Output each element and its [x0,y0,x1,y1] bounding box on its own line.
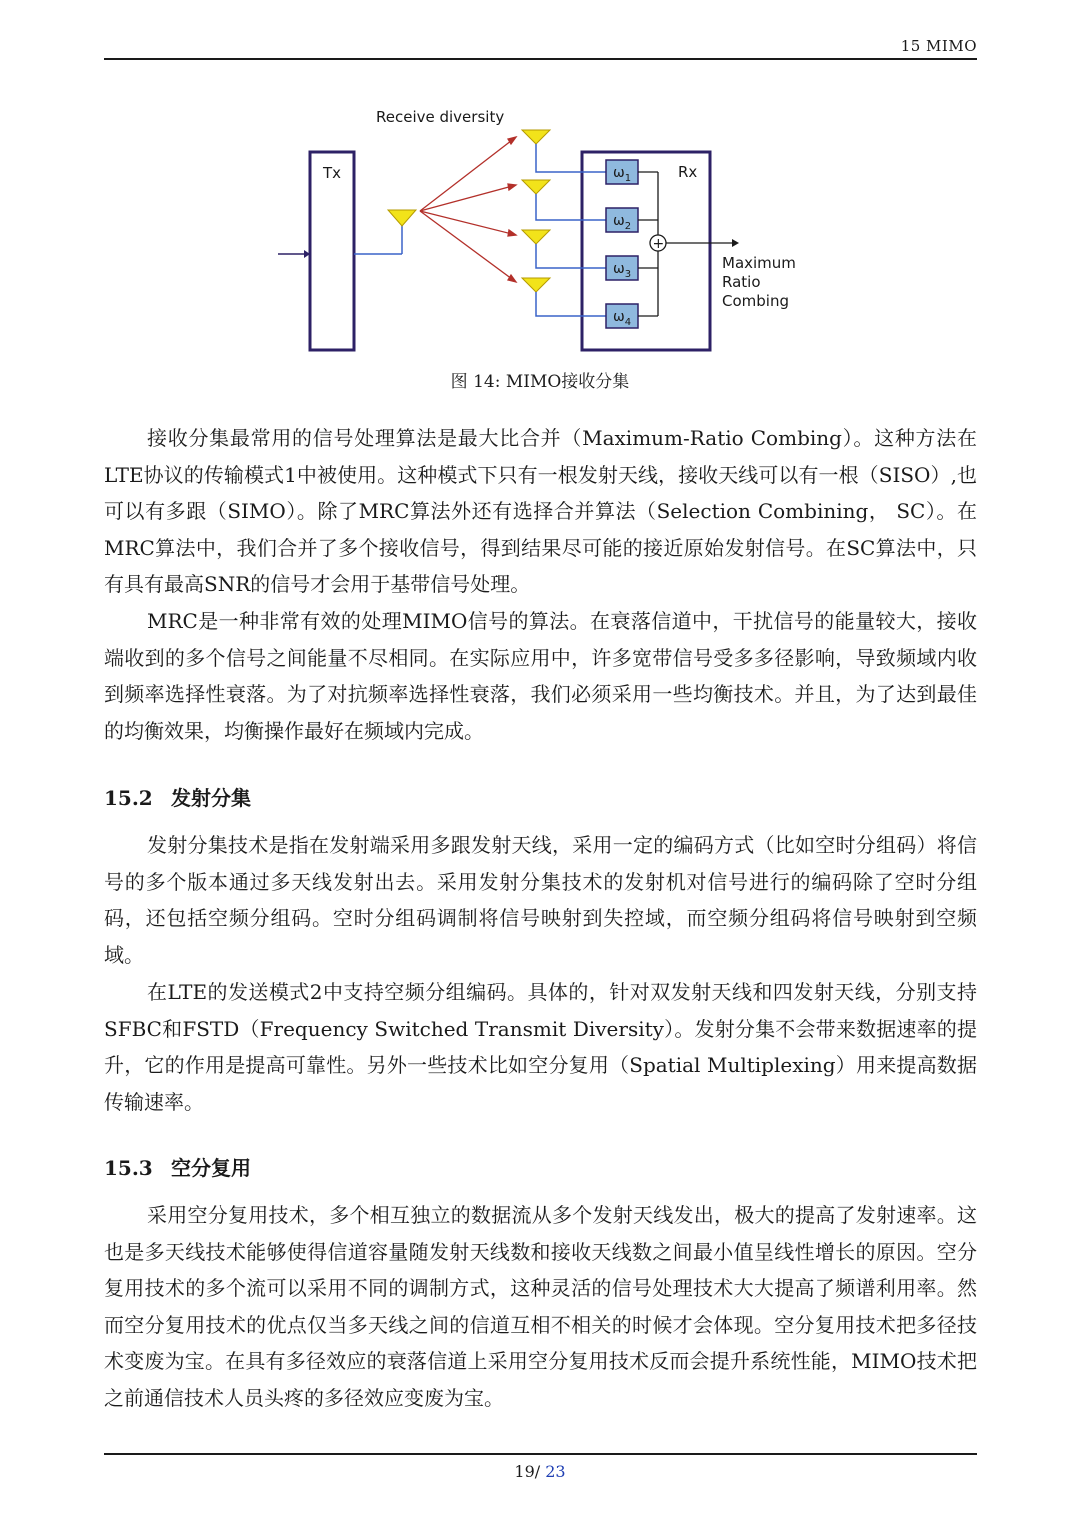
path-1 [420,137,516,211]
section-heading-15-3 [104,1152,251,1181]
paragraph-4: 在LTE的发送模式2中支持空频分组编码。具体的，针对双发射天线和四发射天线，分别支持SFBC和FSTD（Frequency Switched Transmit Diversity）。发射分集不会带来数据速率的提升，它的作用是提高可靠性。另外一些技术比如空分复用（Spatial Multiplexing）用来提高数据传输速率。 [104,980,977,1114]
path-2 [420,185,516,211]
figure-caption: 图 14: MIMO接收分集 [450,372,630,392]
path-3-arrowhead [508,230,516,236]
paragraph-3: 发射分集技术是指在发射端采用多跟发射天线，采用一定的编码方式（比如空时分组码）将信号的多个版本通过多天线发射出去。采用发射分集技术的发射机对信号进行的编码除了空时分组码，还包括空频分组码。空时分组码调制将信号映射到失控域，而空频分组码将信号映射到空频域。 [104,833,977,967]
section-heading-15-2 [104,782,251,811]
rx-antenna-icon [522,278,550,292]
rx-box [582,152,710,350]
path-4 [420,211,516,282]
mrc-diagram [270,100,810,362]
page-footer [0,1462,1080,1481]
weight-label: $\omega_3$ [613,261,632,280]
footer-rule [104,1453,977,1455]
weight-label: $\omega_2$ [613,213,632,232]
sum-symbol: + [652,236,665,252]
total-pages-link[interactable]: 23 [545,1462,566,1481]
rx-label: Rx [678,163,698,181]
weight-label: $\omega_1$ [613,165,632,184]
weight-label: $\omega_4$ [613,309,632,328]
receive-diversity-figure [270,100,810,362]
propagation-paths [420,137,516,282]
paragraph-2: MRC是一种非常有效的处理MIMO信号的算法。在衰落信道中，干扰信号的能量较大，接收端收到的多个信号之间能量不尽相同。在实际应用中，许多宽带信号受多多径影响，导致频域内收到频率选择性衰落。为了对抗频率选择性衰落，我们必须采用一些均衡技术。并且，为了达到最佳的均衡效果，均衡操作最好在频域内完成。 [104,609,977,743]
output-arrowhead [732,239,739,247]
page-separator: / [534,1462,546,1481]
rx-antenna-icon [522,180,550,194]
tx-label: Tx [323,164,342,182]
section-number: 15.2 [104,786,153,810]
header-text: 15 MIMO [900,37,977,55]
section-title: 发射分集 [171,786,251,810]
output-label-line-1: Maximum [722,254,796,272]
section-title: 空分复用 [171,1156,251,1180]
figure-title: Receive diversity [376,108,505,126]
page-number: 19 [514,1462,535,1481]
output-label-line-2: Ratio [722,273,761,291]
path-2-arrowhead [508,184,516,190]
paragraph-1: 接收分集最常用的信号处理算法是最大比合并（Maximum-Ratio Combing）。这种方法在LTE协议的传输模式1中被使用。这种模式下只有一根发射天线，接收天线可以有一根（SISO）,也可以有多跟（SIMO）。除了MRC算法外还有选择合并算法（Selection Combining， SC）。在MRC算法中，我们合并了多个接收信号，得到结果尽可能的接近原始发射信号。在SC算法中，只有具有最高SNR的信号才会用于基带信号处理。 [104,426,977,597]
running-header [104,36,977,60]
output-label-line-3: Combing [722,292,789,310]
paragraph-5: 采用空分复用技术，多个相互独立的数据流从多个发射天线发出，极大的提高了发射速率。这也是多天线技术能够使得信道容量随发射天线数和接收天线数之间最小值呈线性增长的原因。空分复用技术的多个流可以采用不同的调制方式，这种灵活的信号处理技术大大提高了频谱利用率。然而空分复用技术的优点仅当多天线之间的信道互相不相关的时候才会体现。空分复用技术把多径技术变废为宝。在具有多径效应的衰落信道上采用空分复用技术反而会提升系统性能，MIMO技术把之前通信技术人员头疼的多径效应变废为宝。 [104,1203,977,1410]
tx-antenna-icon [388,210,416,226]
path-4-arrowhead [508,275,516,282]
rx-antenna-icon [522,230,550,244]
path-3 [420,211,516,235]
rx-antenna-icon [522,130,550,144]
section-number: 15.3 [104,1156,153,1180]
